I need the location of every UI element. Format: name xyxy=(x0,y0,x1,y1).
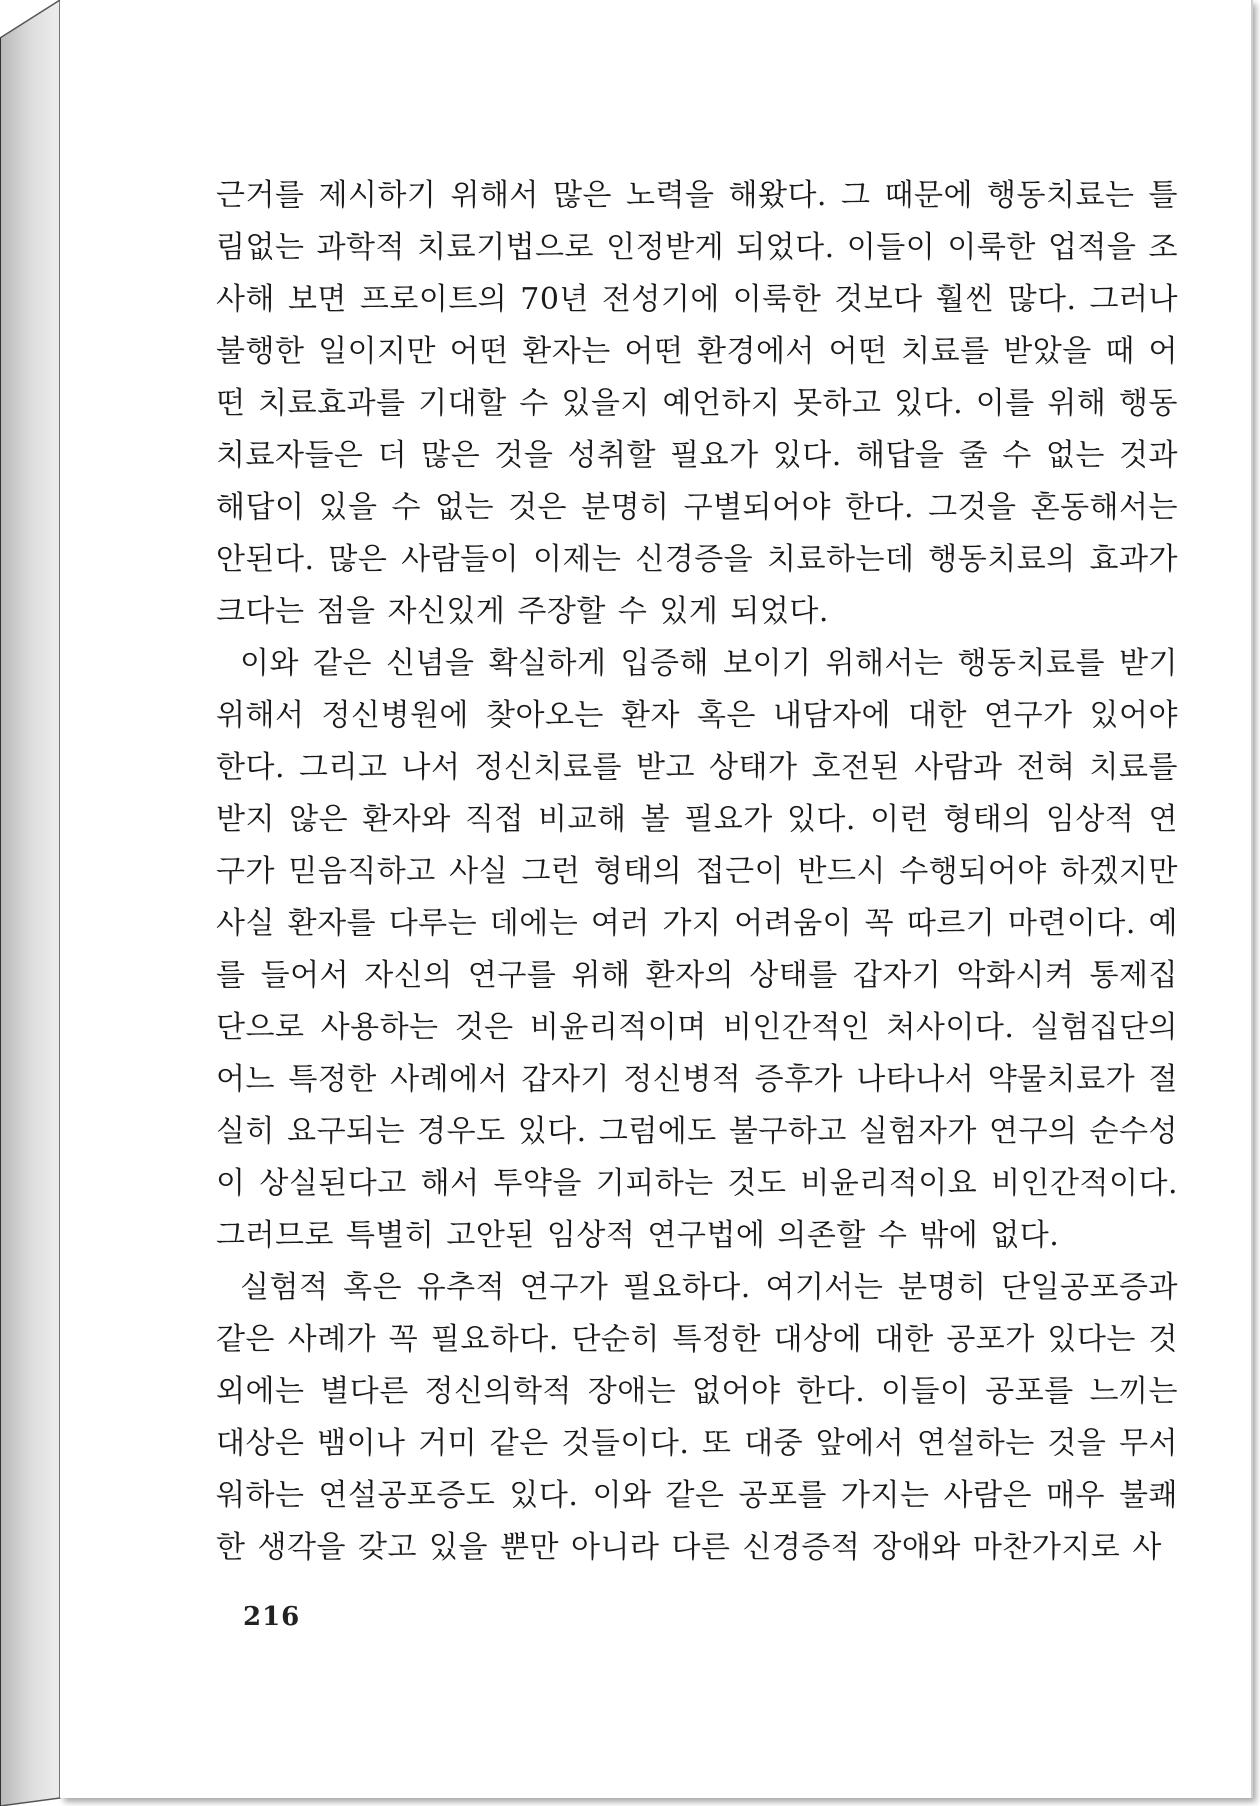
paragraph-3: 실험적 혹은 유추적 연구가 필요하다. 여기서는 분명히 단일공포증과 같은 사례가 꼭 필요하다. 단순히 특정한 대상에 대한 공포가 있다는 것 외에는 별다른 정신의학적 장애는 없어야 한다. 이들이 공포를 느끼는 대상은 뱀이나 거미 같은 것들이다. 또 대중 앞에서 연설하는 것을 무서워하는 연설공포증도 있다. 이와 같은 공포를 가지는 사람은 매우 불쾌한 생각을 갖고 있을 뿐만 아니라 다른 신경증적 장애와 마찬가지로 사 xyxy=(216,1270,1178,1565)
paragraph-1: 근거를 제시하기 위해서 많은 노력을 해왔다. 그 때문에 행동치료는 틀림없는 과학적 치료기법으로 인정받게 되었다. 이들이 이룩한 업적을 조사해 보면 프로이트의 70년 전성기에 이룩한 것보다 훨씬 많다. 그러나 불행한 일이지만 어떤 환자는 어떤 환경에서 어떤 치료를 받았을 때 어떤 치료효과를 기대할 수 있을지 예언하지 못하고 있다. 이를 위해 행동치료자들은 더 많은 것을 성취할 필요가 있다. 해답을 줄 수 없는 것과 해답이 있을 수 없는 것은 분명히 구별되어야 한다. 그것을 혼동해서는 안된다. 많은 사람들이 이제는 신경증을 치료하는데 행동치료의 효과가 크다는 점을 자신있게 주장할 수 있게 되었다. xyxy=(216,178,1178,629)
book-page xyxy=(60,0,1252,1798)
body-text xyxy=(216,170,1178,1574)
page-number: 216 xyxy=(243,1602,301,1632)
paragraph-2: 이와 같은 신념을 확실하게 입증해 보이기 위해서는 행동치료를 받기 위해서 정신병원에 찾아오는 환자 혹은 내담자에 대한 연구가 있어야 한다. 그리고 나서 정신치료를 받고 상태가 호전된 사람과 전혀 치료를 받지 않은 환자와 직접 비교해 볼 필요가 있다. 이런 형태의 임상적 연구가 믿음직하고 사실 그런 형태의 접근이 반드시 수행되어야 하겠지만 사실 환자를 다루는 데에는 여러 가지 어려움이 꼭 따르기 마련이다. 예를 들어서 자신의 연구를 위해 환자의 상태를 갑자기 악화시켜 통제집단으로 사용하는 것은 비윤리적이며 비인간적인 처사이다. 실험집단의 어느 특정한 사례에서 갑자기 정신병적 증후가 나타나서 약물치료가 절실히 요구되는 경우도 있다. 그럼에도 불구하고 실험자가 연구의 순수성이 상실된다고 해서 투약을 기피하는 것도 비윤리적이요 비인간적이다. 그러므로 특별히 고안된 임상적 연구법에 의존할 수 밖에 없다. xyxy=(216,646,1178,1253)
